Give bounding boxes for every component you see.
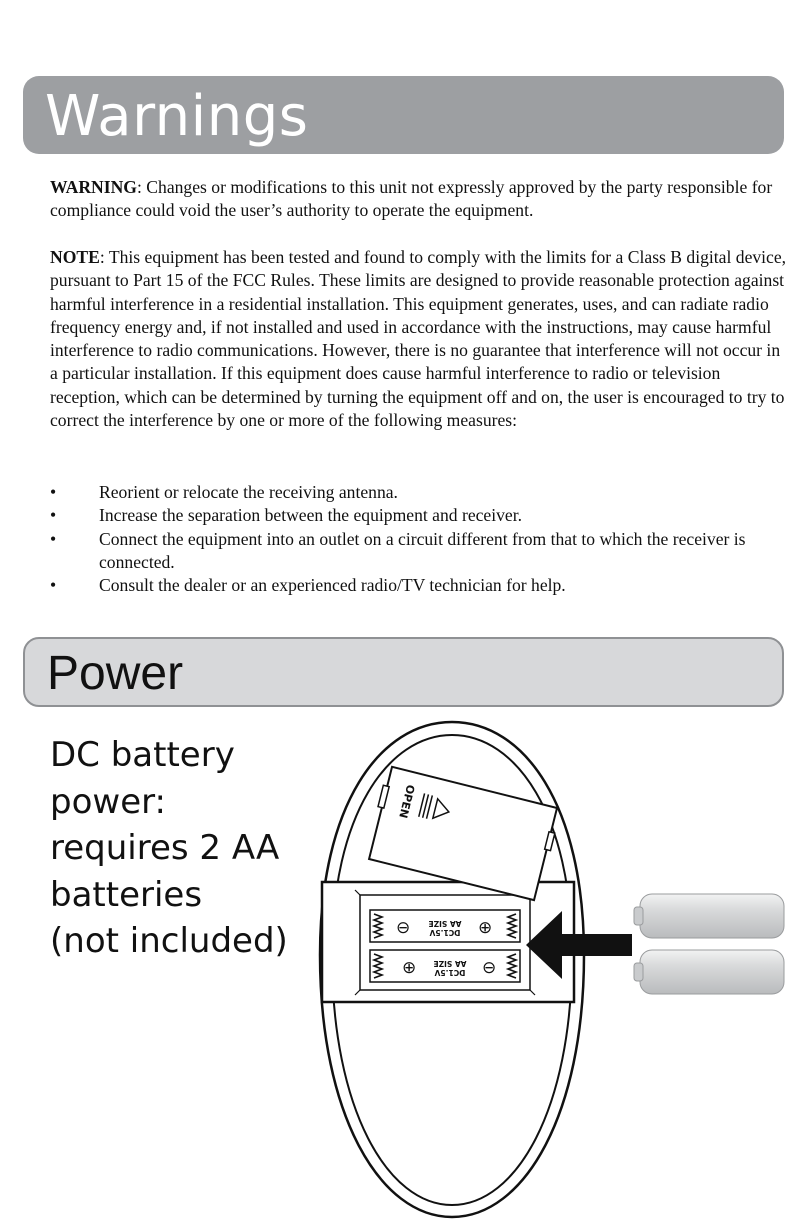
power-line: (not included)	[50, 921, 288, 961]
note-text: : This equipment has been tested and found to comply with the limits for a Class B digital device, pursuant to Part 15 of the FCC Rules. These limits are designed to provide reasonable protection against harmful interference in a residential installation. This equipment generates, uses, and can radiate radio frequency energy and, if not installed and used in accordance with the instructions, may cause harmful interference to radio communications. However, there is no guarantee that interference will not occur in a particular installation. If this equipment does cause harmful interference to radio or television reception, which can be determined by turning the equipment off and on, the user is encouraged to try to correct the interference by one or more of the following measures:	[50, 247, 787, 431]
power-title: Power	[47, 647, 184, 700]
power-header	[23, 637, 784, 707]
power-line: batteries	[50, 874, 203, 915]
warnings-header	[23, 76, 784, 154]
battery-illustration	[300, 715, 800, 1225]
bullet-glyph: •	[50, 575, 57, 596]
compartment-label-top: DC1.5V	[434, 968, 466, 977]
compartment-label-top: DC1.5V	[429, 928, 461, 937]
warning-text: : Changes or modifications to this unit not expressly approved by the party responsible for compliance could void the user’s authority to operate the equipment.	[50, 177, 773, 221]
warnings-title: Warnings	[45, 84, 309, 149]
minus-terminal-icon: ⊖	[396, 918, 411, 938]
power-line: DC battery	[50, 735, 235, 775]
list-item	[50, 574, 790, 597]
bullet-glyph: •	[50, 482, 57, 502]
cover-open-label: OPEN	[396, 783, 418, 820]
power-description	[50, 732, 310, 965]
measure-text: Connect the equipment into an outlet on a circuit different from that to which the receiver is connected.	[99, 528, 746, 572]
warning-paragraph	[50, 176, 790, 223]
measure-text: Increase the separation between the equipment and receiver.	[99, 505, 523, 526]
aa-battery-1	[634, 894, 784, 938]
plus-terminal-icon: ⊕	[402, 958, 417, 978]
aa-battery-2	[634, 950, 784, 994]
compartment-label-bottom: AA SIZE	[428, 919, 462, 928]
warning-label: WARNING	[50, 177, 137, 197]
power-line: requires 2 AA	[50, 828, 280, 868]
note-label: NOTE	[50, 247, 100, 267]
list-item	[50, 504, 790, 527]
minus-terminal-icon: ⊖	[482, 958, 497, 978]
measures-list	[50, 481, 790, 597]
list-item	[50, 481, 790, 504]
power-line: power:	[50, 781, 166, 822]
bullet-glyph: •	[50, 528, 57, 549]
bullet-glyph: •	[50, 505, 57, 526]
note-paragraph	[50, 246, 790, 432]
plus-terminal-icon: ⊕	[478, 918, 493, 938]
measure-text: Reorient or relocate the receiving antenna.	[99, 482, 398, 502]
compartment-label-bottom: AA SIZE	[433, 959, 467, 968]
measure-text: Consult the dealer or an experienced radio/TV technician for help.	[99, 575, 566, 596]
list-item	[50, 528, 790, 575]
